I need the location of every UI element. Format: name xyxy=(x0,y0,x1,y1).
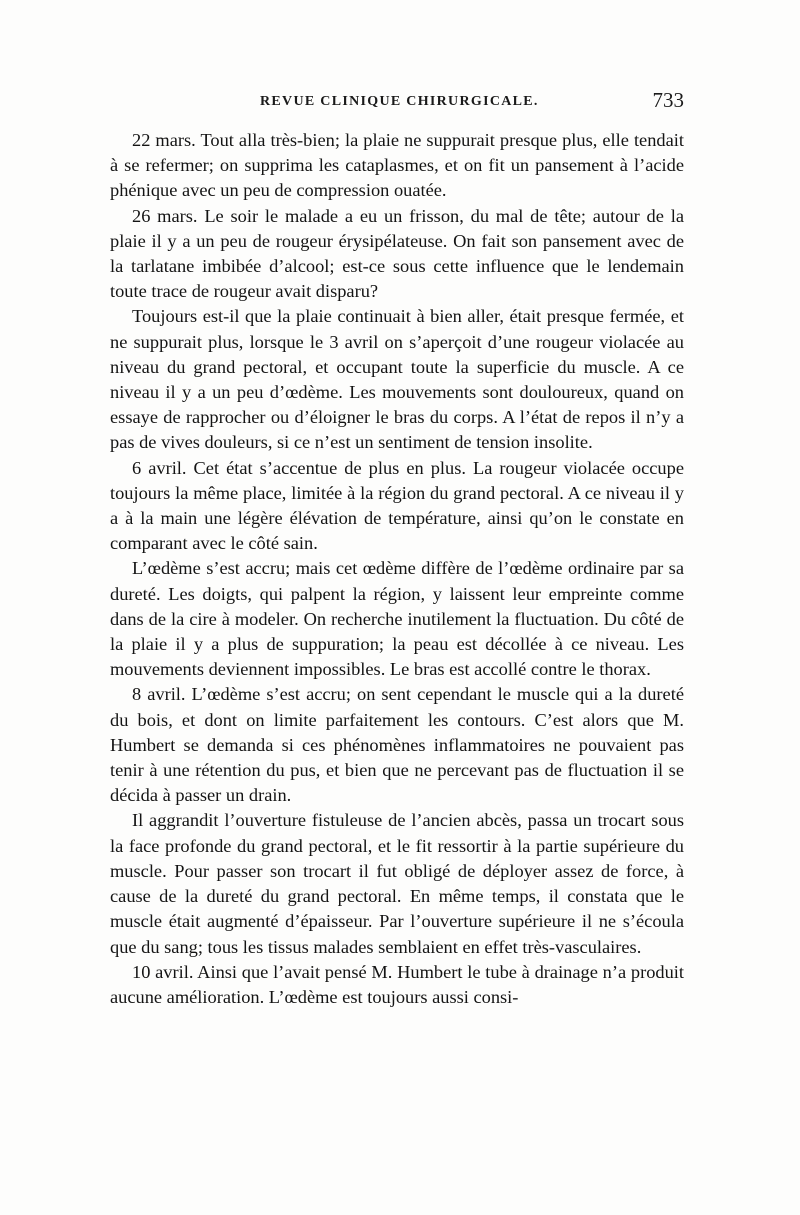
paragraph-22-mars: 22 mars. Tout alla très-bien; la plaie ne suppurait presque plus, elle tendait à se refermer; on supprima les cataplasmes, et on fit un pansement à l’acide phénique avec un peu de compression ouatée. xyxy=(110,130,684,201)
paragraph-drain: Il aggrandit l’ouverture fistuleuse de l’ancien abcès, passa un trocart sous la face profonde du grand pectoral, et le fit ressortir à la partie supérieure du muscle. Pour passer son trocart il fut obligé de déployer assez de force, à cause de la dureté du grand pectoral. En même temps, il constata que le muscle était augmenté d’épaisseur. Par l’ouverture supérieure il ne s’écoula que du sang; tous les tissus malades semblaient en effet très-vasculaires. xyxy=(110,810,684,957)
page-number: 733 xyxy=(652,88,684,112)
paragraph-10-avril: 10 avril. Ainsi que l’avait pensé M. Humbert le tube à drainage n’a produit aucune amélioration. L’œdème est toujours aussi consi- xyxy=(110,961,684,1007)
paragraph-8-avril: 8 avril. L’œdème s’est accru; on sent cependant le muscle qui a la dureté du bois, et dont on limite parfaitement les contours. C’est alors que M. Humbert se demanda si ces phénomènes inflammatoires ne pouvaient pas tenir à une rétention du pus, et bien que ne percevant pas de fluctuation il se décida à passer un drain. xyxy=(110,684,684,806)
paragraph-6-avril: 6 avril. Cet état s’accentue de plus en plus. La rougeur violacée occupe toujours la même place, limitée à la région du grand pectoral. A ce niveau il y a à la main une légère élévation de température, ainsi qu’on le constate en comparant avec le côté sain. xyxy=(110,457,684,554)
paragraph-26-mars: 26 mars. Le soir le malade a eu un frisson, du mal de tête; autour de la plaie il y a un peu de rougeur érysipélateuse. On fait son pansement avec de la tarlatane imbibée d’alcool; est-ce sous cette influence que le lendemain toute trace de rougeur avait disparu? xyxy=(110,205,684,302)
body-text xyxy=(110,128,684,1010)
running-title: REVUE CLINIQUE CHIRURGICALE. xyxy=(260,94,539,109)
paragraph-3-avril: Toujours est-il que la plaie continuait à bien aller, était presque fermée, et ne suppurait plus, lorsque le 3 avril on s’aperçoit d’une rougeur violacée au niveau du grand pectoral, et occupant toute la superficie du muscle. A ce niveau il y a un peu d’œdème. Les mouvements sont douloureux, quand on essaye de rapprocher ou d’éloigner le bras du corps. A l’état de repos il n’y a pas de vives douleurs, si ce n’est un sentiment de tension insolite. xyxy=(110,306,684,453)
paragraph-oedeme: L’œdème s’est accru; mais cet œdème diffère de l’œdème ordinaire par sa dureté. Les doigts, qui palpent la région, y laissent leur empreinte comme dans de la cire à modeler. On recherche inutilement la fluctuation. Du côté de la plaie il y a plus de suppuration; la peau est décollée à ce niveau. Les mouvements deviennent impossibles. Le bras est accollé contre le thorax. xyxy=(110,558,684,680)
page-header xyxy=(110,88,684,116)
